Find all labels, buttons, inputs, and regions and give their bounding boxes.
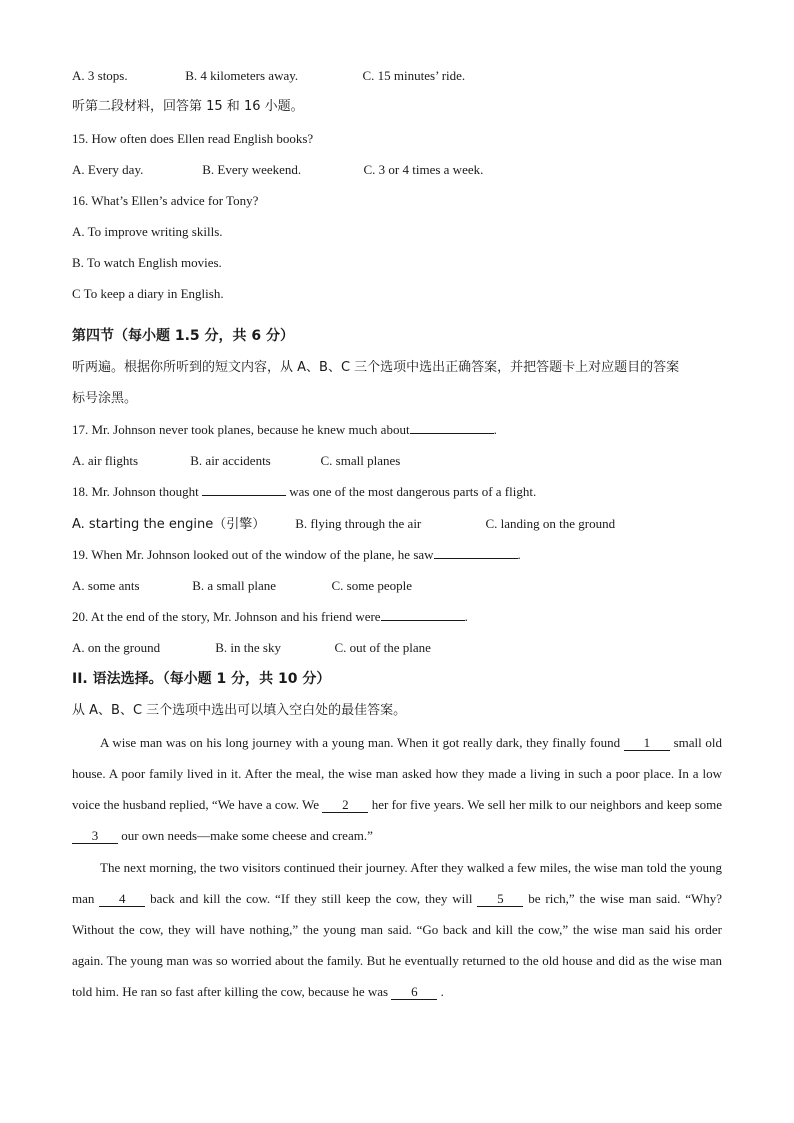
q20-answer-blank[interactable]	[381, 620, 465, 621]
q14-option-a: A. 3 stops.	[72, 68, 128, 83]
q20-option-a: A. on the ground	[72, 640, 161, 655]
q15-option-a: A. Every day.	[72, 162, 144, 177]
q18-answer-blank[interactable]	[202, 495, 286, 496]
q17-answer-blank[interactable]	[410, 433, 494, 434]
q20-options	[72, 639, 431, 657]
passage-text: her for five years. We sell her milk to our neighbors and keep some	[371, 797, 723, 812]
q19-answer-blank[interactable]	[434, 558, 518, 559]
q19-option-c: C. some people	[331, 578, 413, 593]
passage-text: .	[440, 984, 444, 999]
q14-option-c: C. 15 minutes’ ride.	[362, 68, 466, 83]
q15-question: 15. How often does Ellen read English books?	[72, 131, 314, 146]
q20-option-b: B. in the sky	[215, 640, 281, 655]
passage-text: small old house. A poor family lived in it. After the meal, the wise man asked how they made a living in such a poor place. In a low voice the husband replied, “We have a cow. We	[72, 735, 723, 812]
q19-question-line	[72, 546, 521, 564]
q20-option-c: C. out of the plane	[334, 640, 431, 655]
q15-option-c: C. 3 or 4 times a week.	[363, 162, 484, 177]
q16-option-b: B. To watch English movies.	[72, 255, 222, 270]
passage-text: be rich,” the wise man said. “Why? Without the cow, they will have nothing,” the young man said. “Go back and kill the cow,” the wise man said his order again. The young man was so worried about the family. But he eventually returned to the old house and did as the wise man told him. He ran so fast after killing the cow, because he was	[72, 891, 723, 999]
q17-option-a: A. air flights	[72, 453, 139, 468]
q20-question: 20. At the end of the story, Mr. Johnson and his friend were	[72, 609, 381, 624]
passage-paragraph-1	[72, 727, 722, 851]
q17-options	[72, 452, 400, 470]
q17-option-c: C. small planes	[320, 453, 401, 468]
blank-5[interactable]: 5	[477, 891, 523, 907]
section4-instruction-line2: 标号涂黑。	[72, 391, 138, 406]
part2-instruction: 从 A、B、C 三个选项中选出可以填入空白处的最佳答案。	[72, 703, 407, 718]
q16-option-a: A. To improve writing skills.	[72, 224, 223, 239]
blank-3[interactable]: 3	[72, 828, 118, 844]
q14-options	[72, 67, 465, 85]
q17-end: .	[493, 422, 497, 437]
passage-text: back and kill the cow. “If they still keep the cow, they will	[150, 891, 473, 906]
blank-4[interactable]: 4	[99, 891, 145, 907]
q18-option-a: A. starting the engine（引擎）	[72, 517, 266, 532]
q15-options	[72, 161, 483, 179]
q18-question-line	[72, 483, 536, 501]
q18-options	[72, 515, 615, 534]
q18-question-end: was one of the most dangerous parts of a flight.	[289, 484, 537, 499]
q19-end: .	[517, 547, 521, 562]
passage-text: The next morning, the two visitors continued their journey. After they walked a few miles, the wise man told the young man	[72, 860, 722, 906]
q17-question: 17. Mr. Johnson never took planes, because he knew much about	[72, 422, 410, 437]
q17-option-b: B. air accidents	[190, 453, 271, 468]
part2-heading: II. 语法选择。（每小题 1 分，共 10 分）	[72, 671, 331, 687]
q18-question-start: 18. Mr. Johnson thought	[72, 484, 199, 499]
q19-question: 19. When Mr. Johnson looked out of the window of the plane, he saw	[72, 547, 434, 562]
q20-end: .	[464, 609, 468, 624]
q14-option-b: B. 4 kilometers away.	[185, 68, 299, 83]
section2-instruction: 听第二段材料，回答第 15 和 16 小题。	[72, 99, 304, 114]
passage-text: A wise man was on his long journey with a young man. When it got really dark, they finally found	[100, 735, 621, 750]
q19-option-b: B. a small plane	[192, 578, 277, 593]
q19-options	[72, 577, 412, 595]
q17-question-line	[72, 421, 497, 439]
blank-6[interactable]: 6	[391, 984, 437, 1000]
q18-option-c: C. landing on the ground	[485, 516, 616, 531]
q18-option-b: B. flying through the air	[295, 516, 422, 531]
blank-1[interactable]: 1	[624, 735, 670, 751]
q16-question: 16. What’s Ellen’s advice for Tony?	[72, 193, 259, 208]
passage-paragraph-2	[72, 852, 722, 1007]
passage-text: our own needs—make some cheese and cream.”	[121, 828, 373, 843]
section4-heading: 第四节（每小题 1.5 分，共 6 分）	[72, 328, 295, 344]
blank-2[interactable]: 2	[322, 797, 368, 813]
q19-option-a: A. some ants	[72, 578, 140, 593]
q20-question-line	[72, 608, 468, 626]
section4-instruction-line1: 听两遍。根据你所听到的短文内容，从 A、B、C 三个选项中选出正确答案，并把答题卡上对应题目的答案	[72, 360, 680, 375]
q15-option-b: B. Every weekend.	[202, 162, 302, 177]
q16-option-c: C To keep a diary in English.	[72, 286, 224, 301]
